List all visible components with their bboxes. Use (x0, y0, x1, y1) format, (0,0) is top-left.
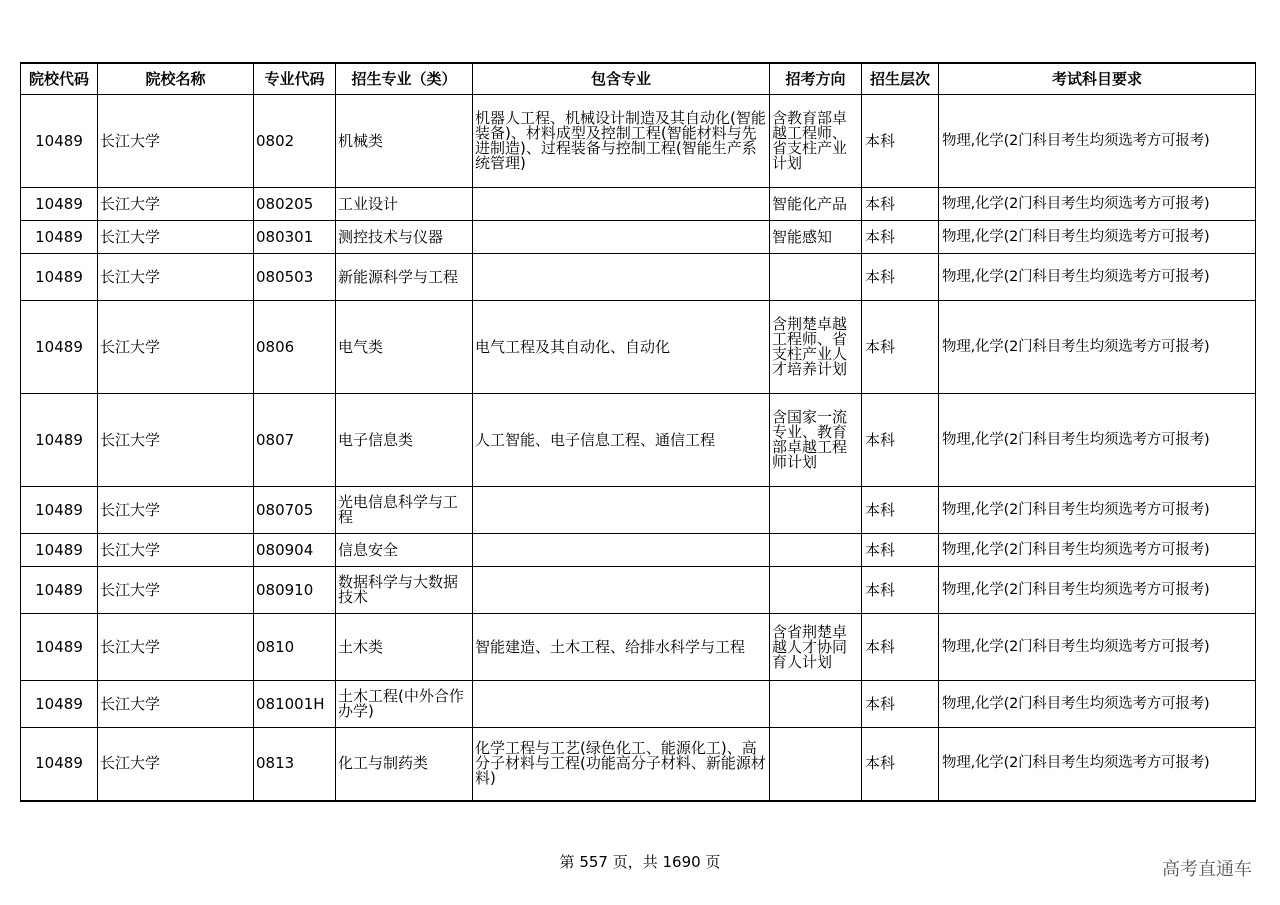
includes-cell: 化学工程与工艺(绿色化工、能源化工)、高分子材料与工程(功能高分子材料、新能源材料) (473, 728, 770, 801)
major-cell: 机械类 (336, 95, 473, 188)
table-row (21, 301, 1256, 394)
includes-cell (473, 534, 770, 567)
major-cell: 电子信息类 (336, 394, 473, 487)
school-name-cell: 长江大学 (98, 95, 254, 188)
includes-cell: 智能建造、土木工程、给排水科学与工程 (473, 614, 770, 681)
school-name-cell: 长江大学 (98, 254, 254, 301)
direction-cell: 含省荆楚卓越人才协同育人计划 (770, 614, 862, 681)
table-row (21, 534, 1256, 567)
header-includes: 包含专业 (473, 63, 770, 95)
major-code-cell: 0802 (254, 95, 336, 188)
direction-cell: 含教育部卓越工程师、省支柱产业计划 (770, 95, 862, 188)
level-cell: 本科 (862, 188, 939, 221)
school-code-cell: 10489 (21, 614, 98, 681)
direction-cell (770, 728, 862, 801)
school-code-cell: 10489 (21, 188, 98, 221)
subjects-cell: 物理,化学(2门科目考生均须选考方可报考) (939, 221, 1256, 254)
includes-cell: 电气工程及其自动化、自动化 (473, 301, 770, 394)
school-code-cell: 10489 (21, 487, 98, 534)
level-cell: 本科 (862, 681, 939, 728)
major-cell: 信息安全 (336, 534, 473, 567)
table-row (21, 394, 1256, 487)
school-name-cell: 长江大学 (98, 728, 254, 801)
level-cell: 本科 (862, 534, 939, 567)
direction-cell (770, 487, 862, 534)
direction-cell: 智能化产品 (770, 188, 862, 221)
school-code-cell: 10489 (21, 301, 98, 394)
level-cell: 本科 (862, 487, 939, 534)
major-code-cell: 0810 (254, 614, 336, 681)
major-code-cell: 080705 (254, 487, 336, 534)
subjects-cell: 物理,化学(2门科目考生均须选考方可报考) (939, 301, 1256, 394)
major-cell: 数据科学与大数据技术 (336, 567, 473, 614)
level-cell: 本科 (862, 394, 939, 487)
school-name-cell: 长江大学 (98, 614, 254, 681)
table-row (21, 728, 1256, 801)
page-number: 第 557 页，共 1690 页 (559, 853, 721, 871)
includes-cell: 机器人工程、机械设计制造及其自动化(智能装备)、材料成型及控制工程(智能材料与先进制造)、过程装备与控制工程(智能生产系统管理) (473, 95, 770, 188)
direction-cell: 含国家一流专业、教育部卓越工程师计划 (770, 394, 862, 487)
watermark-logo: 高考直通车 (1162, 859, 1252, 880)
major-cell: 光电信息科学与工程 (336, 487, 473, 534)
level-cell: 本科 (862, 95, 939, 188)
major-cell: 工业设计 (336, 188, 473, 221)
major-cell: 土木类 (336, 614, 473, 681)
level-cell: 本科 (862, 728, 939, 801)
direction-cell (770, 534, 862, 567)
includes-cell (473, 487, 770, 534)
major-code-cell: 0813 (254, 728, 336, 801)
table-row (21, 254, 1256, 301)
includes-cell: 人工智能、电子信息工程、通信工程 (473, 394, 770, 487)
subjects-cell: 物理,化学(2门科目考生均须选考方可报考) (939, 394, 1256, 487)
includes-cell (473, 681, 770, 728)
header-school-name: 院校名称 (98, 63, 254, 95)
direction-cell (770, 567, 862, 614)
header-direction: 招考方向 (770, 63, 862, 95)
header-school-code: 院校代码 (21, 63, 98, 95)
table-row (21, 567, 1256, 614)
level-cell: 本科 (862, 301, 939, 394)
admissions-table (20, 62, 1256, 802)
school-code-cell: 10489 (21, 221, 98, 254)
school-name-cell: 长江大学 (98, 188, 254, 221)
major-cell: 化工与制药类 (336, 728, 473, 801)
level-cell: 本科 (862, 614, 939, 681)
includes-cell (473, 188, 770, 221)
major-cell: 新能源科学与工程 (336, 254, 473, 301)
school-code-cell: 10489 (21, 534, 98, 567)
major-code-cell: 081001H (254, 681, 336, 728)
school-code-cell: 10489 (21, 95, 98, 188)
subjects-cell: 物理,化学(2门科目考生均须选考方可报考) (939, 534, 1256, 567)
school-code-cell: 10489 (21, 394, 98, 487)
table-header-row (21, 63, 1256, 95)
table-row (21, 188, 1256, 221)
table-row (21, 487, 1256, 534)
subjects-cell: 物理,化学(2门科目考生均须选考方可报考) (939, 728, 1256, 801)
major-code-cell: 0806 (254, 301, 336, 394)
school-name-cell: 长江大学 (98, 301, 254, 394)
table-row (21, 681, 1256, 728)
school-name-cell: 长江大学 (98, 487, 254, 534)
includes-cell (473, 221, 770, 254)
table-row (21, 614, 1256, 681)
major-code-cell: 080503 (254, 254, 336, 301)
level-cell: 本科 (862, 567, 939, 614)
subjects-cell: 物理,化学(2门科目考生均须选考方可报考) (939, 681, 1256, 728)
level-cell: 本科 (862, 254, 939, 301)
major-cell: 电气类 (336, 301, 473, 394)
school-name-cell: 长江大学 (98, 221, 254, 254)
school-code-cell: 10489 (21, 681, 98, 728)
school-code-cell: 10489 (21, 254, 98, 301)
school-code-cell: 10489 (21, 728, 98, 801)
school-code-cell: 10489 (21, 567, 98, 614)
school-name-cell: 长江大学 (98, 534, 254, 567)
major-cell: 测控技术与仪器 (336, 221, 473, 254)
major-code-cell: 080910 (254, 567, 336, 614)
subjects-cell: 物理,化学(2门科目考生均须选考方可报考) (939, 188, 1256, 221)
major-cell: 土木工程(中外合作办学) (336, 681, 473, 728)
subjects-cell: 物理,化学(2门科目考生均须选考方可报考) (939, 614, 1256, 681)
school-name-cell: 长江大学 (98, 394, 254, 487)
major-code-cell: 0807 (254, 394, 336, 487)
major-code-cell: 080904 (254, 534, 336, 567)
direction-cell: 智能感知 (770, 221, 862, 254)
includes-cell (473, 567, 770, 614)
subjects-cell: 物理,化学(2门科目考生均须选考方可报考) (939, 487, 1256, 534)
subjects-cell: 物理,化学(2门科目考生均须选考方可报考) (939, 567, 1256, 614)
level-cell: 本科 (862, 221, 939, 254)
table-row (21, 221, 1256, 254)
subjects-cell: 物理,化学(2门科目考生均须选考方可报考) (939, 95, 1256, 188)
direction-cell (770, 254, 862, 301)
direction-cell: 含荆楚卓越工程师、省支柱产业人才培养计划 (770, 301, 862, 394)
subjects-cell: 物理,化学(2门科目考生均须选考方可报考) (939, 254, 1256, 301)
includes-cell (473, 254, 770, 301)
major-code-cell: 080205 (254, 188, 336, 221)
header-subjects: 考试科目要求 (939, 63, 1256, 95)
direction-cell (770, 681, 862, 728)
header-level: 招生层次 (862, 63, 939, 95)
school-name-cell: 长江大学 (98, 567, 254, 614)
header-major-code: 专业代码 (254, 63, 336, 95)
header-major: 招生专业（类） (336, 63, 473, 95)
school-name-cell: 长江大学 (98, 681, 254, 728)
table-row (21, 95, 1256, 188)
major-code-cell: 080301 (254, 221, 336, 254)
